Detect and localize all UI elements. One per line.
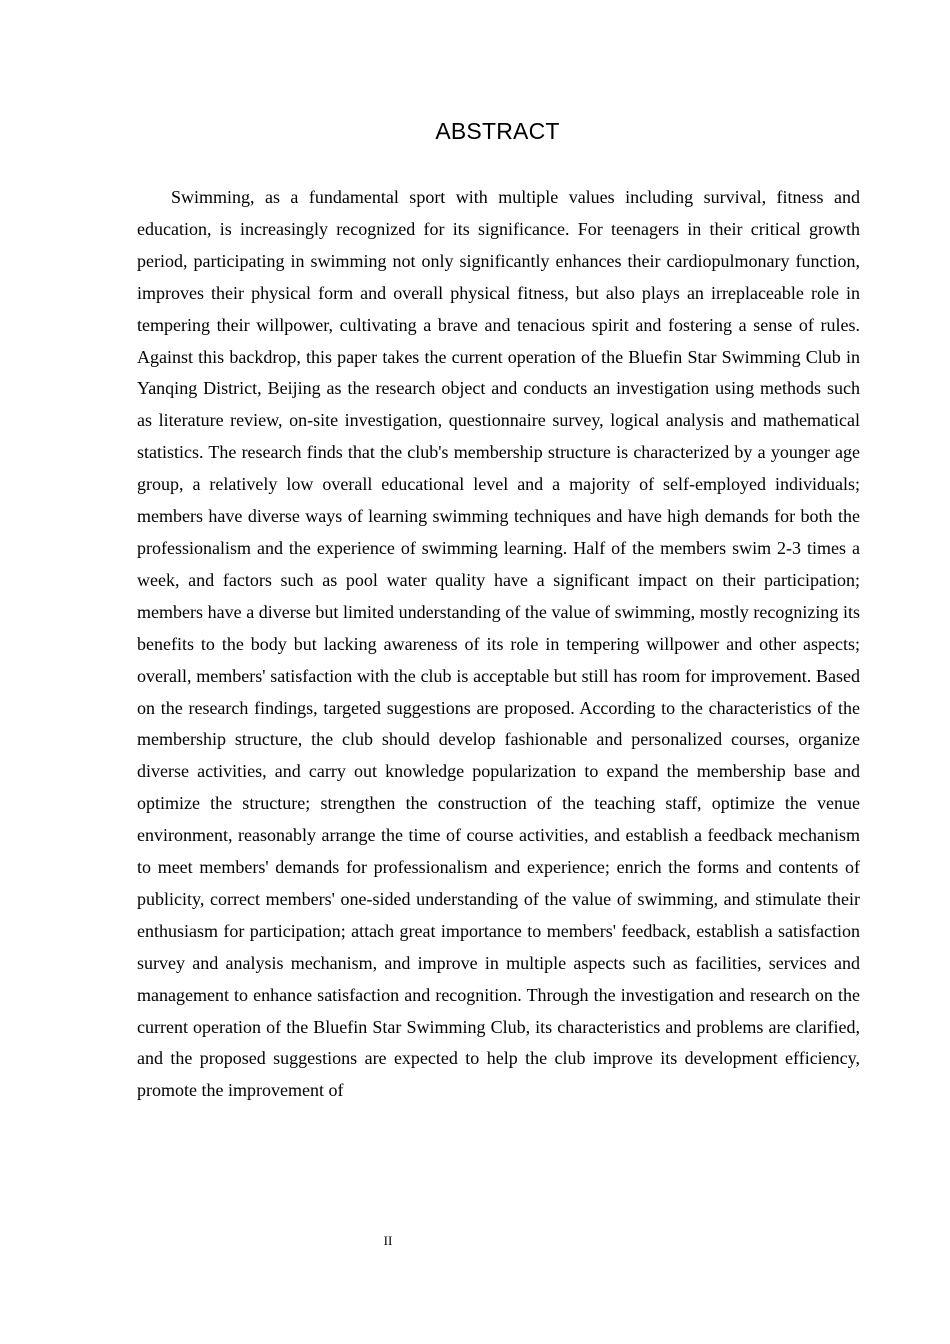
abstract-title: ABSTRACT (435, 118, 560, 144)
page-number: II (383, 1233, 393, 1248)
abstract-body: Swimming, as a fundamental sport with multiple values including survival, fitness and education, is increasingly recognized for its significance. For teenagers in their critical growth period, participating in swimming not only significantly enhances their cardiopulmonary function, improves their physical form and overall physical fitness, but also plays an irreplaceable role in tempering their willpower, cultivating a brave and tenacious spirit and fostering a sense of rules. Against this backdrop, this paper takes the current operation of the Bluefin Star Swimming Club in Yanqing District, Beijing as the research object and conducts an investigation using methods such as literature review, on-site investigation, questionnaire survey, logical analysis and mathematical statistics. The research finds that the club's membership structure is characterized by a younger age group, a relatively low overall educational level and a majority of self-employed individuals; members have diverse ways of learning swimming techniques and have high demands for both the professionalism and the experience of swimming learning. Half of the members swim 2-3 times a week, and factors such as pool water quality have a significant impact on their participation; members have a diverse but limited understanding of the value of swimming, mostly recognizing its benefits to the body but lacking awareness of its role in tempering willpower and other aspects; overall, members' satisfaction with the club is acceptable but still has room for improvement. Based on the research findings, targeted suggestions are proposed. According to the characteristics of the membership structure, the club should develop fashionable and personalized courses, organize diverse activities, and carry out knowledge popularization to expand the membership base and optimize the structure; strengthen the construction of the teaching staff, optimize the venue environment, reasonably arrange the time of course activities, and establish a feedback mechanism to meet members' demands for professionalism and experience; enrich the forms and contents of publicity, correct members' one-sided understanding of the value of swimming, and stimulate their enthusiasm for participation; attach great importance to members' feedback, establish a satisfaction survey and analysis mechanism, and improve in multiple aspects such as facilities, services and management to enhance satisfaction and recognition. Through the investigation and research on the current operation of the Bluefin Star Swimming Club, its characteristics and problems are clarified, and the proposed suggestions are expected to help the club improve its development efficiency, promote the improvement of (137, 187, 860, 1101)
